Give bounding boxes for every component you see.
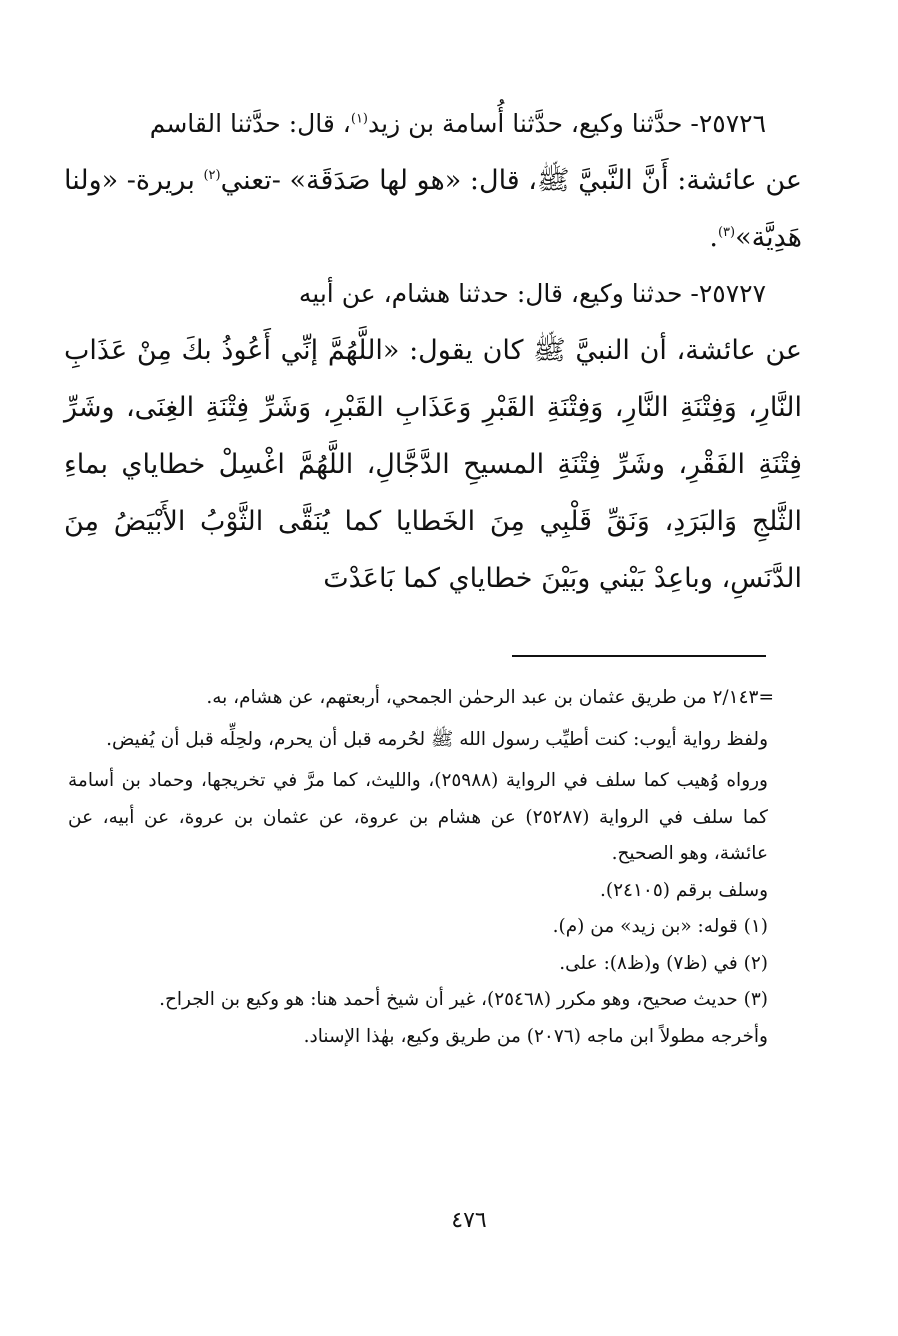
main-text xyxy=(64,96,802,607)
hadith-25727-heading: ٢٥٧٢٧- حدثنا وكيع، قال: حدثنا هشام، عن أبيه xyxy=(298,279,766,308)
footnote-continuation-4: وسلف برقم (٢٤١٠٥). xyxy=(600,879,768,901)
footnote-3-continuation: وأخرجه مطولاً ابن ماجه (٢٠٧٦) من طريق وكيع، بهٰذا الإسناد. xyxy=(303,1025,768,1047)
footnote-continuation-2: ولفظ رواية أيوب: كنت أطيِّب رسول الله ﷺ لحُرمه قبل أن يحرم، ولحِلِّه قبل أن يُفيض. xyxy=(106,728,768,750)
footnote-2: (٢) في (ظ٧) و(ظ٨): على. xyxy=(559,952,768,974)
hadith-25726-heading: ٢٥٧٢٦- حدَّثنا وكيع، حدَّثنا أُسامة بن زيد$^{(١)}$، قال: حدَّثنا القاسم xyxy=(149,109,766,138)
footnote-continuation-1: =٢/١٤٣ من طريق عثمان بن عبد الرحمٰن الجمحي، أربعتهم، عن هشام، به. xyxy=(206,687,774,708)
footnote-ref-2[interactable]: (٢) xyxy=(203,168,221,183)
footnote-ref-3[interactable]: (٣) xyxy=(717,225,736,240)
footnote-ref-1[interactable]: (١) xyxy=(350,111,368,127)
footnote-3: (٣) حديث صحيح، وهو مكرر (٢٥٤٦٨)، غير أن شيخ أحمد هنا: هو وكيع بن الجراح. xyxy=(159,989,768,1010)
footnote-separator xyxy=(512,655,766,657)
hadith-25727-body: عن عائشة، أن النبيَّ ﷺ كان يقول: «اللَّهُمَّ إنِّي أَعُوذُ بكَ مِنْ عَذَابِ النَّارِ، وَفِتْنَةِ النَّارِ، وَفِتْنَةِ القَبْرِ وَعَذَابِ القَبْرِ، وَشَرِّ فِتْنَةِ الغِنَى، وشَرِّ فِتْنَةِ الفَقْرِ، وشَرِّ فِتْنَةِ المسيحِ الدَّجَّالِ، اللَّهُمَّ اغْسِلْ خطاياي بماءِ الثَّلجِ وَالبَرَدِ، وَنَقِّ قَلْبِي مِنَ الخَطايا كما يُنَقَّى الثَّوْبُ الأَبْيَضُ مِنَ الدَّنَسِ، وباعِدْ بَيْني وبَيْنَ خطاياي كما بَاعَدْتَ xyxy=(64,335,802,594)
page-number: ٤٧٦ xyxy=(451,1208,487,1233)
footnotes xyxy=(68,680,774,1055)
hadith-25726-body: عن عائشة: أَنَّ النَّبيَّ ﷺ، قال: «هو لها صَدَقَة» -تعني$^{(٢)}$ بريرة- «ولنا هَدِيَّة»$^{(٣)}$. xyxy=(64,165,802,253)
footnote-continuation-3: ورواه وُهيب كما سلف في الرواية (٢٥٩٨٨)، والليث، كما مرَّ في تخريجها، وحماد بن أسامة كما سلف في الرواية (٢٥٢٨٧) عن هشام بن عروة، عن عثمان بن عروة، عن أبيه، عن عائشة، وهو الصحيح. xyxy=(68,770,768,864)
footnote-1: (١) قوله: «بن زيد» من (م). xyxy=(552,916,768,937)
